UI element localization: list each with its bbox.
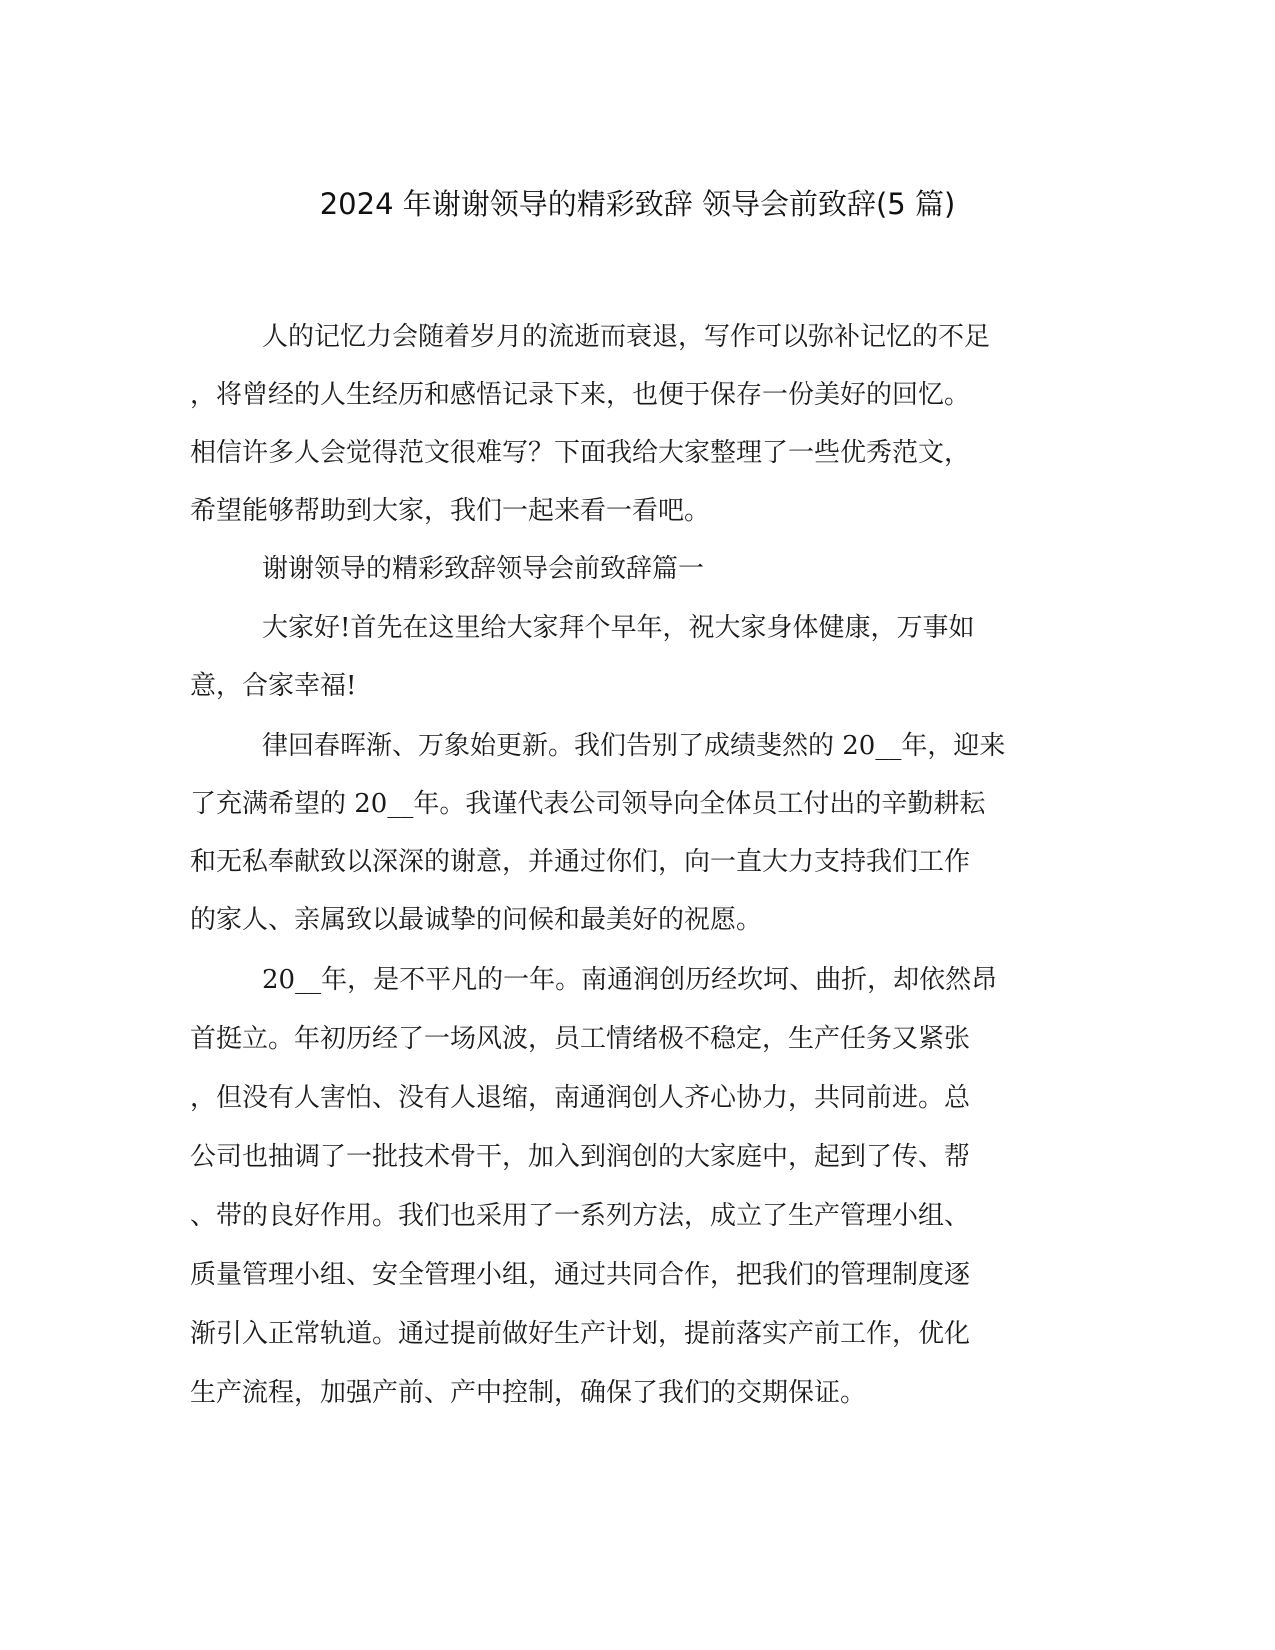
paragraph-line: 人的记忆力会随着岁月的流逝而衰退，写作可以弥补记忆的不足 bbox=[262, 322, 991, 352]
paragraph-line: 公司也抽调了一批技术骨干，加入到润创的大家庭中，起到了传、帮 bbox=[190, 1142, 971, 1172]
paragraph-line: 质量管理小组、安全管理小组，通过共同合作，把我们的管理制度逐 bbox=[190, 1260, 971, 1290]
paragraph-line: 意，合家幸福! bbox=[190, 671, 357, 701]
paragraph-line: 渐引入正常轨道。通过提前做好生产计划，提前落实产前工作，优化 bbox=[190, 1319, 971, 1349]
paragraph-line: ，但没有人害怕、没有人退缩，南通润创人齐心协力，共同前进。总 bbox=[190, 1083, 971, 1113]
document-title: 2024 年谢谢领导的精彩致辞 领导会前致辞(5 篇) bbox=[319, 187, 956, 221]
paragraph-line: 相信许多人会觉得范文很难写？下面我给大家整理了一些优秀范文， bbox=[190, 438, 971, 468]
paragraph-line: ，将曾经的人生经历和感悟记录下来，也便于保存一份美好的回忆。 bbox=[190, 380, 971, 410]
section-heading: 谢谢领导的精彩致辞领导会前致辞篇一 bbox=[262, 554, 705, 584]
paragraph-line: 首挺立。年初历经了一场风波，员工情绪极不稳定，生产任务又紧张 bbox=[190, 1024, 971, 1054]
paragraph-line: 生产流程，加强产前、产中控制，确保了我们的交期保证。 bbox=[190, 1378, 867, 1408]
paragraph-line: 大家好!首先在这里给大家拜个早年，祝大家身体健康，万事如 bbox=[262, 613, 975, 643]
paragraph-line: 希望能够帮助到大家，我们一起来看一看吧。 bbox=[190, 496, 711, 526]
paragraph-line: 、带的良好作用。我们也采用了一系列方法，成立了生产管理小组、 bbox=[190, 1201, 971, 1231]
paragraph-line: 了充满希望的 20__年。我谨代表公司领导向全体员工付出的辛勤耕耘 bbox=[190, 789, 986, 819]
paragraph-line: 律回春晖渐、万象始更新。我们告别了成绩斐然的 20__年，迎来 bbox=[262, 731, 1006, 761]
paragraph-line: 20__年，是不平凡的一年。南通润创历经坎坷、曲折，却依然昂 bbox=[262, 965, 998, 995]
paragraph-line: 的家人、亲属致以最诚挚的问候和最美好的祝愿。 bbox=[190, 905, 763, 935]
paragraph-line: 和无私奉献致以深深的谢意，并通过你们，向一直大力支持我们工作 bbox=[190, 847, 971, 877]
